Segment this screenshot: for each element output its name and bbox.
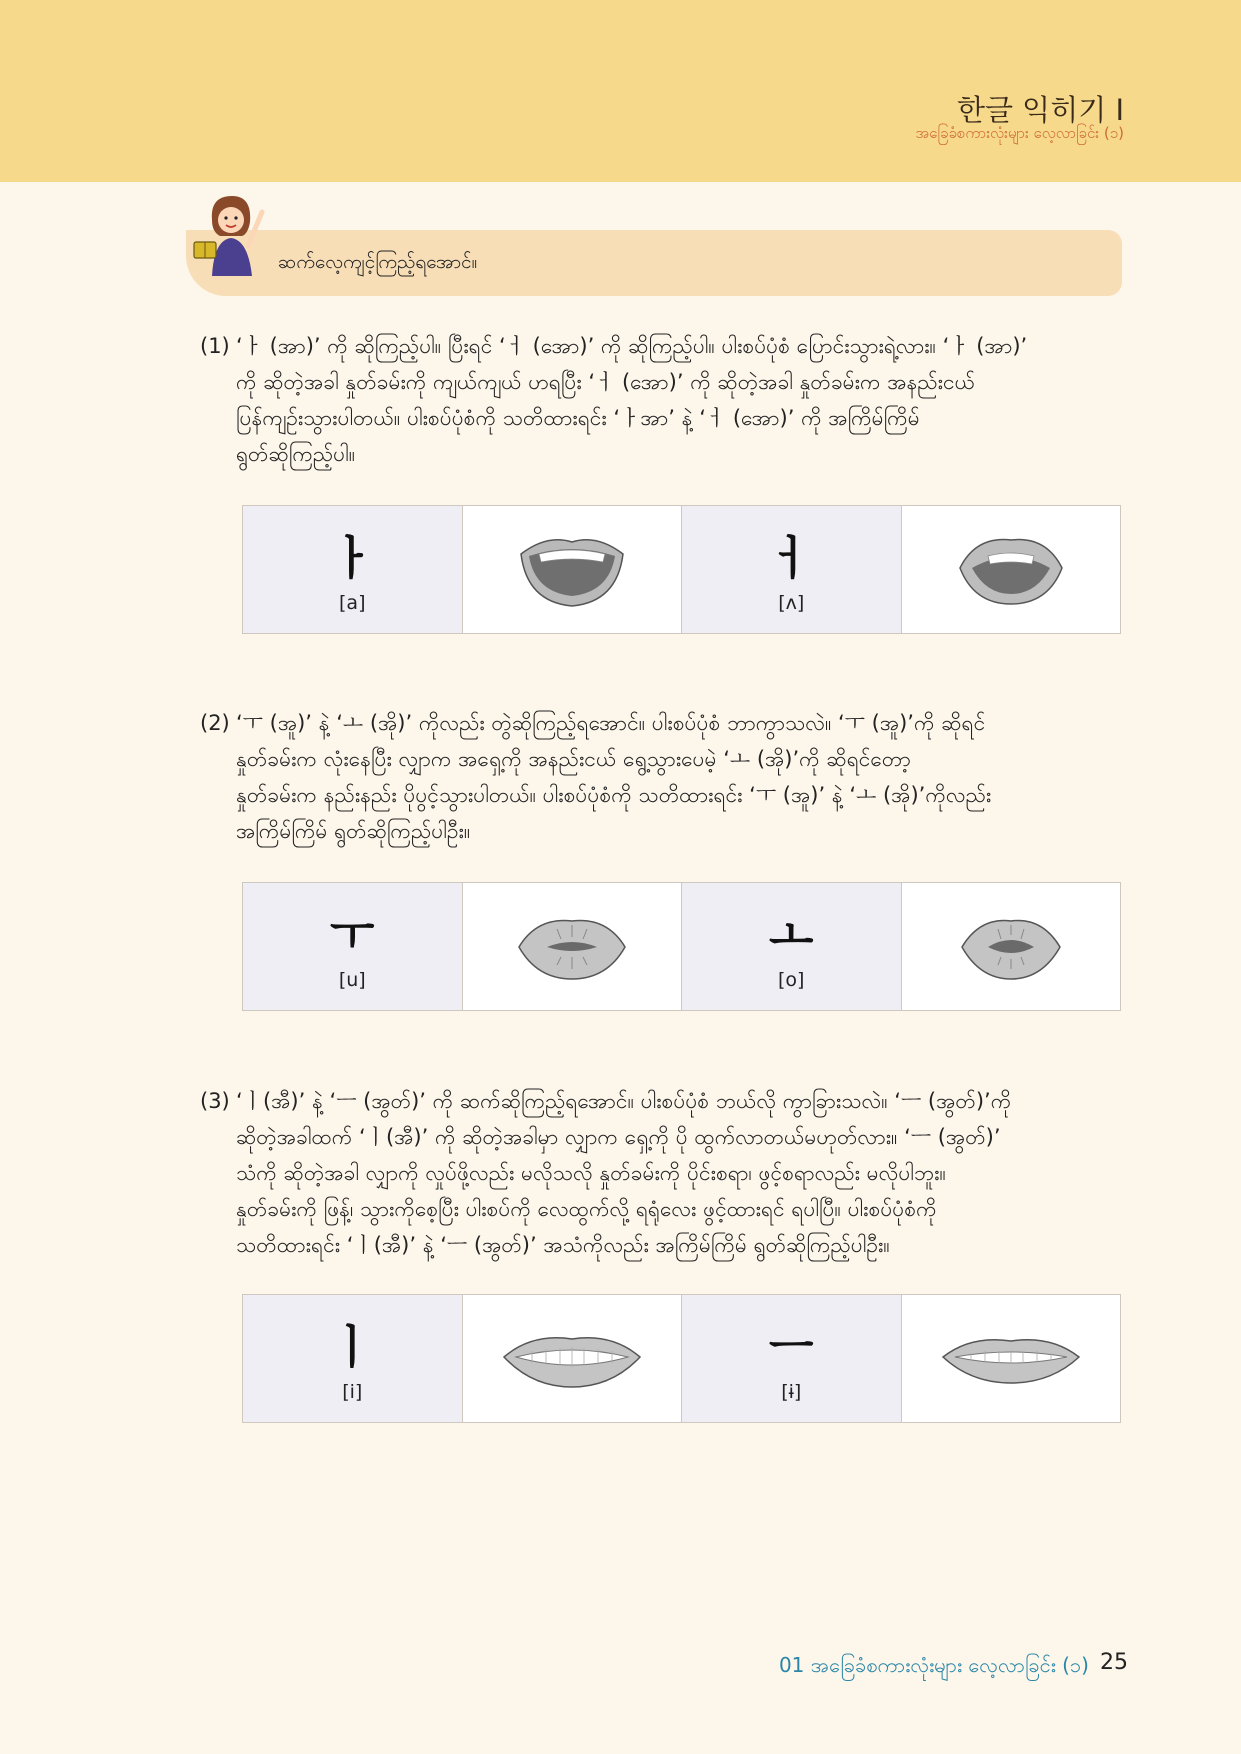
vowel-ipa: [i] bbox=[342, 1381, 363, 1403]
open-mouth-icon bbox=[902, 506, 1121, 633]
paragraph-number: (1) bbox=[200, 334, 230, 358]
vowel-cell bbox=[243, 506, 463, 633]
vowel-ipa: [u] bbox=[338, 969, 366, 991]
vowel-ipa: [ʌ] bbox=[778, 592, 805, 614]
rounded-lips-icon bbox=[902, 883, 1121, 1010]
vowel-letter: ㅜ bbox=[330, 908, 375, 962]
instruction-paragraph-2 bbox=[200, 705, 1130, 849]
instruction-paragraph-1 bbox=[200, 328, 1130, 472]
paragraph-line: ‘ㅣ(အီ)’ နဲ့ ‘ㅡ (အွတ်)’ ကို ဆက်ဆိုကြည့်ရအောင်။ ပါးစပ်ပုံစံ ဘယ်လို ကွာခြားသလဲ။ ‘ㅡ (အွတ်)’ကို bbox=[236, 1089, 1012, 1113]
vowel-ipa: [o] bbox=[778, 969, 805, 991]
vowel-cell bbox=[243, 883, 463, 1010]
vowel-letter: ㅣ bbox=[330, 1320, 375, 1374]
wide-open-mouth-icon bbox=[463, 506, 683, 633]
vowel-letter: ㅓ bbox=[769, 531, 814, 585]
paragraph-number: (2) bbox=[200, 711, 230, 735]
paragraph-line: နှုတ်ခမ်းက လုံးနေပြီး လျှာက အရှေ့ကို အနည်းငယ် ရွေ့သွားပေမဲ့ ‘ㅗ (အို)’ကို ဆိုရင်တော့ bbox=[236, 747, 911, 771]
vowel-cell bbox=[243, 1295, 463, 1422]
paragraph-line: အကြိမ်ကြိမ် ရွတ်ဆိုကြည့်ပါဦး။ bbox=[236, 819, 471, 843]
vowel-table-2 bbox=[242, 882, 1121, 1011]
paragraph-line: ‘ㅜ (အူ)’ နဲ့ ‘ㅗ (အို)’ ကိုလည်း တွဲဆိုကြည့်ရအောင်။ ပါးစပ်ပုံစံ ဘာကွာသလဲ။ ‘ㅜ (အူ)’ကို ဆိုရင် bbox=[236, 711, 986, 735]
paragraph-line: သံကို ဆိုတဲ့အခါ လျှာကို လှုပ်ဖို့လည်း မလိုသလို နှုတ်ခမ်းကို ပိုင်းစရာ၊ ဖွင့်စရာလည်း မလိုပါဘူး။ bbox=[236, 1161, 946, 1185]
vowel-letter: ㅏ bbox=[330, 531, 375, 585]
vowel-cell bbox=[682, 1295, 902, 1422]
page-number: 25 bbox=[1100, 1650, 1128, 1675]
paragraph-line: ဆိုတဲ့အခါထက် ‘ㅣ(အီ)’ ကို ဆိုတဲ့အခါမှာ လျှာက ရှေ့ကို ပို ထွက်လာတယ်မဟုတ်လား။ ‘ㅡ (အွတ်)’ bbox=[236, 1125, 1001, 1149]
vowel-ipa: [ɨ] bbox=[781, 1381, 802, 1403]
paragraph-line: ‘ㅏ (အာ)’ ကို ဆိုကြည့်ပါ။ ပြီးရင် ‘ㅓ (အော)’ ကို ဆိုကြည့်ပါ။ ပါးစပ်ပုံစံ ပြောင်းသွားရဲ့လား။ ‘ㅏ (အာ)’ bbox=[236, 334, 1028, 358]
header-band bbox=[0, 0, 1241, 182]
paragraph-number: (3) bbox=[200, 1089, 230, 1113]
vowel-cell bbox=[682, 883, 902, 1010]
vowel-cell bbox=[682, 506, 902, 633]
footer-chapter-title: 01 အခြေခံစကားလုံးများ လေ့လာခြင်း (၁) bbox=[778, 1653, 1089, 1677]
spread-lips-teeth-icon bbox=[902, 1295, 1121, 1422]
spread-lips-teeth-icon bbox=[463, 1295, 683, 1422]
practice-banner bbox=[186, 230, 1122, 296]
rounded-lips-icon bbox=[463, 883, 683, 1010]
paragraph-line: နှုတ်ခမ်းကို ဖြန့်၊ သွားကိုစေ့ပြီး ပါးစပ်ကို လေထွက်လို့ ရရုံလေး ဖွင့်ထားရင် ရပါပြီ။ ပါးစပ်ပုံစံကို bbox=[236, 1197, 937, 1221]
page-title: 한글 익히기 I bbox=[956, 93, 1124, 127]
vowel-ipa: [a] bbox=[339, 592, 366, 614]
vowel-table-3 bbox=[242, 1294, 1121, 1423]
instruction-paragraph-3 bbox=[200, 1083, 1130, 1263]
vowel-letter: ㅡ bbox=[769, 1320, 814, 1374]
paragraph-line: ပြန်ကျဉ်းသွားပါတယ်။ ပါးစပ်ပုံစံကို သတိထားရင်း ‘ㅏအာ’ နဲ့ ‘ㅓ (အော)’ ကို အကြိမ်ကြိမ် bbox=[236, 406, 920, 430]
page-subtitle: အခြေခံစကားလုံးများ လေ့လာခြင်း (၁) bbox=[915, 124, 1124, 142]
teacher-illustration bbox=[190, 190, 272, 276]
paragraph-line: ကို ဆိုတဲ့အခါ နှုတ်ခမ်းကို ကျယ်ကျယ် ဟရပြီး ‘ㅓ (အော)’ ကို ဆိုတဲ့အခါ နှုတ်ခမ်းက အနည်းငယ် bbox=[236, 370, 976, 394]
practice-label: ဆက်လေ့ကျင့်ကြည့်ရအောင်။ bbox=[278, 251, 478, 273]
paragraph-line: သတိထားရင်း ‘ㅣ(အီ)’ နဲ့ ‘ㅡ (အွတ်)’ အသံကိုလည်း အကြိမ်ကြိမ် ရွတ်ဆိုကြည့်ပါဦး။ bbox=[236, 1233, 890, 1257]
paragraph-line: ရွတ်ဆိုကြည့်ပါ။ bbox=[236, 442, 356, 466]
vowel-table-1 bbox=[242, 505, 1121, 634]
paragraph-line: နှုတ်ခမ်းက နည်းနည်း ပိုပွင့်သွားပါတယ်။ ပါးစပ်ပုံစံကို သတိထားရင်း ‘ㅜ (အူ)’ နဲ့ ‘ㅗ (အို)’ကိုလည်း bbox=[236, 783, 992, 807]
vowel-letter: ㅗ bbox=[769, 908, 814, 962]
